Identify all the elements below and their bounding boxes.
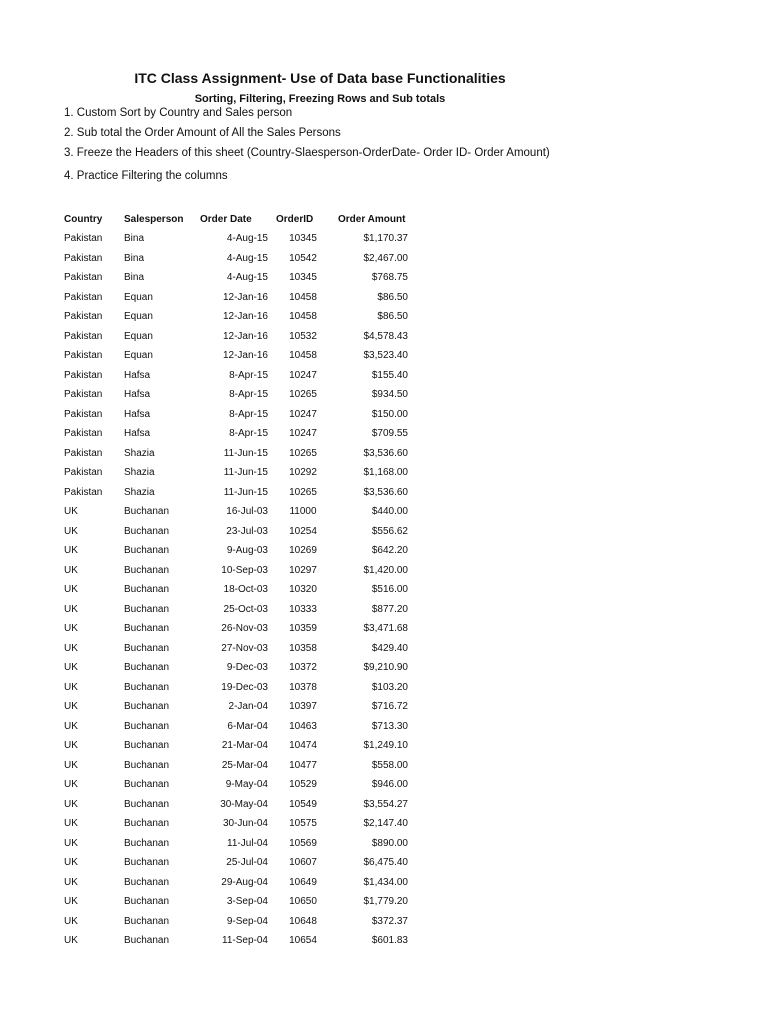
cell-country: Pakistan — [64, 311, 103, 323]
cell-order-date: 2-Jan-04 — [228, 701, 268, 713]
cell-order-amount: $709.55 — [371, 428, 408, 440]
cell-country: Pakistan — [64, 291, 103, 303]
table-row — [60, 249, 412, 269]
instruction-item: 3. Freeze the Headers of this sheet (Country-Slaesperson-OrderDate- Order ID- Order Amount) — [64, 147, 550, 159]
cell-order-date: 25-Jul-04 — [226, 857, 268, 869]
table-row — [60, 619, 412, 639]
table-row — [60, 327, 412, 347]
table-row — [60, 717, 412, 737]
cell-order-date: 11-Jun-15 — [223, 467, 268, 479]
cell-order-amount: $1,420.00 — [363, 564, 408, 576]
cell-order-id: 10650 — [289, 896, 317, 908]
cell-order-amount: $3,554.27 — [363, 798, 408, 810]
header-order-amount: Order Amount — [338, 214, 406, 225]
cell-order-date: 26-Nov-03 — [221, 623, 268, 635]
header-country: Country — [64, 214, 103, 225]
cell-order-amount: $1,170.37 — [363, 233, 408, 245]
cell-order-date: 4-Aug-15 — [226, 252, 268, 264]
table-row — [60, 502, 412, 522]
table-row — [60, 600, 412, 620]
table-row — [60, 912, 412, 932]
cell-order-id: 10254 — [289, 525, 317, 537]
cell-country: UK — [64, 720, 78, 732]
cell-order-date: 30-Jun-04 — [222, 818, 268, 830]
cell-order-amount: $556.62 — [371, 525, 408, 537]
cell-order-date: 8-Apr-15 — [229, 369, 268, 381]
cell-order-id: 10358 — [289, 642, 317, 654]
table-row — [60, 756, 412, 776]
table-row — [60, 385, 412, 405]
cell-order-amount: $877.20 — [371, 603, 408, 615]
cell-country: UK — [64, 603, 78, 615]
cell-salesperson: Buchanan — [124, 525, 170, 537]
cell-country: Pakistan — [64, 467, 103, 479]
cell-country: UK — [64, 623, 78, 635]
cell-order-amount: $150.00 — [371, 408, 408, 420]
table-row — [60, 814, 412, 834]
table-row — [60, 931, 412, 951]
cell-order-id: 10345 — [289, 272, 317, 284]
cell-order-id: 10463 — [289, 720, 317, 732]
header-order-id: OrderID — [276, 214, 314, 225]
cell-country: UK — [64, 915, 78, 927]
cell-country: UK — [64, 779, 78, 791]
cell-order-amount: $155.40 — [371, 369, 408, 381]
cell-order-amount: $3,536.60 — [363, 447, 408, 459]
table-row — [60, 834, 412, 854]
cell-order-id: 10477 — [289, 759, 317, 771]
cell-order-amount: $2,467.00 — [363, 252, 408, 264]
cell-salesperson: Buchanan — [124, 876, 170, 888]
cell-salesperson: Buchanan — [124, 584, 170, 596]
cell-order-id: 10458 — [289, 291, 317, 303]
cell-country: Pakistan — [64, 447, 103, 459]
cell-order-date: 12-Jan-16 — [222, 350, 268, 362]
cell-country: UK — [64, 876, 78, 888]
table-row — [60, 775, 412, 795]
cell-order-amount: $86.50 — [377, 291, 408, 303]
cell-order-date: 12-Jan-16 — [222, 311, 268, 323]
table-row — [60, 678, 412, 698]
table-row — [60, 658, 412, 678]
cell-order-date: 9-Sep-04 — [226, 915, 268, 927]
cell-order-date: 16-Jul-03 — [226, 506, 268, 518]
table-row — [60, 288, 412, 308]
cell-order-id: 10532 — [289, 330, 317, 342]
cell-country: UK — [64, 545, 78, 557]
cell-salesperson: Buchanan — [124, 506, 170, 518]
cell-country: UK — [64, 506, 78, 518]
cell-order-id: 10458 — [289, 311, 317, 323]
cell-salesperson: Hafsa — [124, 408, 151, 420]
cell-salesperson: Equan — [124, 291, 153, 303]
cell-salesperson: Buchanan — [124, 720, 170, 732]
cell-order-amount: $86.50 — [377, 311, 408, 323]
table-row — [60, 483, 412, 503]
cell-order-id: 10607 — [289, 857, 317, 869]
cell-salesperson: Shazia — [124, 486, 155, 498]
table-row — [60, 424, 412, 444]
cell-order-amount: $372.37 — [371, 915, 408, 927]
cell-order-amount: $601.83 — [371, 935, 408, 947]
cell-country: UK — [64, 759, 78, 771]
cell-country: UK — [64, 896, 78, 908]
cell-order-amount: $429.40 — [371, 642, 408, 654]
cell-country: Pakistan — [64, 350, 103, 362]
cell-order-date: 4-Aug-15 — [226, 272, 268, 284]
cell-order-amount: $103.20 — [371, 681, 408, 693]
cell-order-date: 11-Sep-04 — [222, 935, 268, 947]
cell-country: UK — [64, 837, 78, 849]
cell-order-date: 6-Mar-04 — [227, 720, 268, 732]
cell-order-id: 10474 — [289, 740, 317, 752]
cell-country: Pakistan — [64, 486, 103, 498]
cell-salesperson: Bina — [124, 272, 145, 284]
cell-order-date: 19-Dec-03 — [221, 681, 268, 693]
cell-order-id: 10654 — [289, 935, 317, 947]
header-salesperson: Salesperson — [124, 214, 184, 225]
cell-order-id: 10345 — [289, 233, 317, 245]
cell-country: UK — [64, 740, 78, 752]
table-row — [60, 639, 412, 659]
cell-order-amount: $642.20 — [371, 545, 408, 557]
cell-order-amount: $934.50 — [371, 389, 408, 401]
cell-order-amount: $1,249.10 — [363, 740, 408, 752]
cell-salesperson: Buchanan — [124, 740, 170, 752]
cell-order-amount: $2,147.40 — [363, 818, 408, 830]
cell-order-date: 11-Jun-15 — [223, 486, 268, 498]
cell-salesperson: Equan — [124, 330, 153, 342]
cell-salesperson: Buchanan — [124, 623, 170, 635]
cell-salesperson: Buchanan — [124, 662, 170, 674]
cell-order-date: 9-Dec-03 — [226, 662, 268, 674]
cell-order-id: 10333 — [289, 603, 317, 615]
cell-order-amount: $6,475.40 — [363, 857, 408, 869]
cell-order-id: 10292 — [289, 467, 317, 479]
cell-order-amount: $1,434.00 — [363, 876, 408, 888]
cell-salesperson: Buchanan — [124, 896, 170, 908]
cell-salesperson: Buchanan — [124, 701, 170, 713]
cell-order-date: 4-Aug-15 — [226, 233, 268, 245]
table-row — [60, 366, 412, 386]
cell-order-amount: $716.72 — [371, 701, 408, 713]
table-body — [60, 229, 412, 951]
cell-country: UK — [64, 857, 78, 869]
cell-order-id: 10575 — [289, 818, 317, 830]
cell-order-amount: $3,523.40 — [363, 350, 408, 362]
cell-salesperson: Equan — [124, 311, 153, 323]
cell-order-amount: $1,168.00 — [363, 467, 408, 479]
cell-country: UK — [64, 701, 78, 713]
cell-order-amount: $9,210.90 — [363, 662, 408, 674]
cell-order-id: 10297 — [289, 564, 317, 576]
table-row — [60, 268, 412, 288]
cell-order-date: 21-Mar-04 — [221, 740, 268, 752]
cell-salesperson: Buchanan — [124, 779, 170, 791]
cell-order-amount: $768.75 — [371, 272, 408, 284]
cell-order-id: 10247 — [289, 428, 317, 440]
cell-order-id: 10247 — [289, 408, 317, 420]
instruction-item: 4. Practice Filtering the columns — [64, 170, 228, 182]
cell-order-id: 10265 — [289, 486, 317, 498]
cell-country: Pakistan — [64, 428, 103, 440]
table-row — [60, 229, 412, 249]
table-row — [60, 541, 412, 561]
cell-salesperson: Hafsa — [124, 428, 151, 440]
orders-table — [60, 210, 412, 951]
table-row — [60, 405, 412, 425]
cell-order-id: 10265 — [289, 389, 317, 401]
cell-country: UK — [64, 584, 78, 596]
cell-order-date: 23-Jul-03 — [226, 525, 268, 537]
table-row — [60, 561, 412, 581]
cell-order-id: 10549 — [289, 798, 317, 810]
document-title: ITC Class Assignment- Use of Data base Functionalities — [134, 70, 506, 86]
cell-order-amount: $3,536.60 — [363, 486, 408, 498]
cell-salesperson: Hafsa — [124, 369, 151, 381]
table-row — [60, 463, 412, 483]
cell-order-amount: $3,471.68 — [363, 623, 408, 635]
table-row — [60, 892, 412, 912]
cell-country: Pakistan — [64, 272, 103, 284]
cell-country: Pakistan — [64, 408, 103, 420]
cell-order-id: 10269 — [289, 545, 317, 557]
cell-order-date: 9-Aug-03 — [226, 545, 268, 557]
cell-salesperson: Buchanan — [124, 564, 170, 576]
cell-country: UK — [64, 681, 78, 693]
cell-order-id: 10265 — [289, 447, 317, 459]
table-row — [60, 444, 412, 464]
table-row — [60, 307, 412, 327]
table-row — [60, 736, 412, 756]
cell-order-date: 12-Jan-16 — [222, 330, 268, 342]
cell-salesperson: Buchanan — [124, 681, 170, 693]
cell-order-id: 11000 — [289, 506, 317, 518]
cell-salesperson: Buchanan — [124, 915, 170, 927]
cell-order-date: 29-Aug-04 — [221, 876, 268, 888]
cell-order-amount: $1,779.20 — [363, 896, 408, 908]
cell-order-id: 10569 — [289, 837, 317, 849]
cell-order-id: 10359 — [289, 623, 317, 635]
cell-order-amount: $890.00 — [371, 837, 408, 849]
cell-country: UK — [64, 935, 78, 947]
cell-country: UK — [64, 798, 78, 810]
cell-order-id: 10458 — [289, 350, 317, 362]
cell-salesperson: Buchanan — [124, 798, 170, 810]
cell-country: Pakistan — [64, 252, 103, 264]
cell-order-id: 10649 — [289, 876, 317, 888]
cell-order-date: 11-Jul-04 — [227, 837, 268, 849]
cell-order-amount: $713.30 — [371, 720, 408, 732]
cell-salesperson: Buchanan — [124, 818, 170, 830]
table-row — [60, 795, 412, 815]
cell-country: UK — [64, 818, 78, 830]
table-row — [60, 522, 412, 542]
cell-order-amount: $4,578.43 — [363, 330, 408, 342]
cell-salesperson: Buchanan — [124, 545, 170, 557]
cell-order-amount: $946.00 — [371, 779, 408, 791]
table-header-row — [60, 210, 412, 229]
cell-country: UK — [64, 642, 78, 654]
cell-order-date: 18-Oct-03 — [223, 584, 268, 596]
cell-order-id: 10378 — [289, 681, 317, 693]
cell-country: UK — [64, 662, 78, 674]
cell-country: Pakistan — [64, 389, 103, 401]
table-row — [60, 853, 412, 873]
cell-salesperson: Bina — [124, 233, 145, 245]
cell-order-date: 9-May-04 — [225, 779, 268, 791]
table-row — [60, 873, 412, 893]
cell-order-date: 3-Sep-04 — [226, 896, 268, 908]
cell-order-date: 27-Nov-03 — [221, 642, 268, 654]
cell-salesperson: Buchanan — [124, 837, 170, 849]
cell-salesperson: Buchanan — [124, 935, 170, 947]
cell-salesperson: Buchanan — [124, 642, 170, 654]
cell-order-date: 8-Apr-15 — [229, 408, 268, 420]
instruction-item: 2. Sub total the Order Amount of All the Sales Persons — [64, 127, 341, 139]
cell-country: UK — [64, 525, 78, 537]
cell-salesperson: Buchanan — [124, 759, 170, 771]
cell-salesperson: Buchanan — [124, 603, 170, 615]
document-subtitle: Sorting, Filtering, Freezing Rows and Sub totals — [194, 93, 446, 105]
cell-salesperson: Shazia — [124, 467, 155, 479]
cell-country: Pakistan — [64, 369, 103, 381]
cell-salesperson: Shazia — [124, 447, 155, 459]
cell-order-id: 10529 — [289, 779, 317, 791]
cell-order-date: 12-Jan-16 — [222, 291, 268, 303]
table-row — [60, 346, 412, 366]
cell-order-date: 25-Oct-03 — [223, 603, 268, 615]
cell-order-id: 10320 — [289, 584, 317, 596]
table-row — [60, 580, 412, 600]
cell-order-amount: $516.00 — [371, 584, 408, 596]
cell-country: UK — [64, 564, 78, 576]
cell-order-id: 10397 — [289, 701, 317, 713]
cell-order-date: 25-Mar-04 — [221, 759, 268, 771]
cell-salesperson: Equan — [124, 350, 153, 362]
cell-order-id: 10372 — [289, 662, 317, 674]
cell-order-id: 10542 — [289, 252, 317, 264]
cell-order-date: 11-Jun-15 — [223, 447, 268, 459]
cell-order-amount: $558.00 — [371, 759, 408, 771]
cell-salesperson: Bina — [124, 252, 145, 264]
instruction-item: 1. Custom Sort by Country and Sales person — [64, 107, 293, 119]
cell-order-amount: $440.00 — [371, 506, 408, 518]
cell-order-id: 10247 — [289, 369, 317, 381]
cell-salesperson: Hafsa — [124, 389, 151, 401]
cell-country: Pakistan — [64, 233, 103, 245]
table-row — [60, 697, 412, 717]
cell-order-date: 10-Sep-03 — [221, 564, 268, 576]
cell-salesperson: Buchanan — [124, 857, 170, 869]
cell-order-date: 8-Apr-15 — [229, 389, 268, 401]
cell-order-date: 8-Apr-15 — [229, 428, 268, 440]
cell-order-id: 10648 — [289, 915, 317, 927]
cell-order-date: 30-May-04 — [220, 798, 268, 810]
cell-country: Pakistan — [64, 330, 103, 342]
header-order-date: Order Date — [200, 214, 252, 225]
